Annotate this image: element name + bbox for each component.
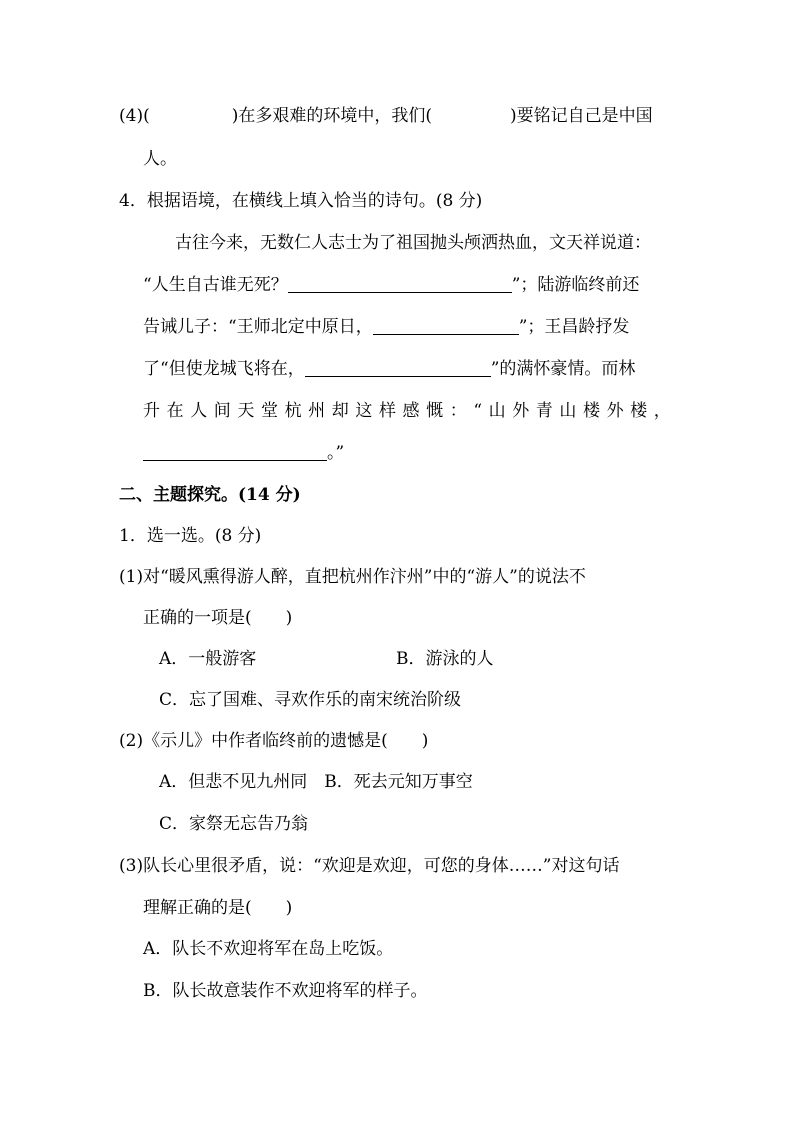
char: ：: [449, 401, 467, 421]
q4-line6-tail: 。”: [327, 443, 345, 463]
sub3-question-line1: (3)队长心里很矛盾，说：“欢迎是欢迎，可您的身体……”对这句话: [119, 856, 620, 876]
sub1-question-line2: 正确的一项是( ): [143, 608, 293, 628]
char: 这: [355, 401, 373, 421]
char: “: [473, 401, 483, 421]
sub3-option-a[interactable]: A．队长不欢迎将军在岛上吃饭。: [143, 939, 394, 959]
char: 样: [378, 401, 396, 421]
sub1-question-line1: (1)对“暖风熏得游人醉，直把杭州作汴州”中的“游人”的说法不: [119, 567, 586, 587]
q3-item4-line2: 人。: [143, 149, 177, 169]
sub3-option-b[interactable]: B．队长故意装作不欢迎将军的样子。: [143, 981, 428, 1001]
item4-prefix: (4)(: [119, 106, 150, 126]
section2-q1-heading: 1．选一选。(8 分): [119, 526, 262, 546]
char: 外: [512, 401, 530, 421]
char: 人: [190, 401, 208, 421]
q4-line4-text: 了“但使龙城飞将在，: [143, 359, 305, 379]
item4-suffix: )要铭记自己是中国: [509, 106, 653, 126]
sub2-option-c[interactable]: C．家祭无忘告乃翁: [159, 814, 309, 834]
char: 山: [488, 401, 506, 421]
sub1-option-a[interactable]: A．一般游客: [159, 649, 257, 669]
char: 楼: [630, 401, 648, 421]
q4-line2-text: “人生自古谁无死？: [143, 275, 288, 295]
fill-blank-2[interactable]: [373, 317, 519, 335]
char: 杭: [284, 401, 302, 421]
fill-blank-1[interactable]: [288, 275, 512, 293]
char: 在: [166, 401, 184, 421]
q4-line3-text: 告诫儿子：“王师北定中原日，: [143, 317, 373, 337]
char: 间: [213, 401, 231, 421]
char: 青: [535, 401, 553, 421]
q4-para-line5: [143, 400, 671, 422]
sub1-option-b[interactable]: B．游泳的人: [396, 649, 494, 669]
q4-para-line4: [143, 358, 635, 380]
char: 却: [331, 401, 349, 421]
q4-para-line2: [143, 274, 639, 296]
char: 感: [402, 401, 420, 421]
q4-para-line6: [143, 442, 344, 464]
q4-heading: 4．根据语境，在横线上填入恰当的诗句。(8 分): [119, 191, 483, 211]
q4-line3-tail: ”；王昌龄抒发: [518, 317, 630, 337]
char: 外: [606, 401, 624, 421]
sub2-question-line1: (2)《示儿》中作者临终前的遗憾是( ): [119, 731, 429, 751]
char: 堂: [260, 401, 278, 421]
sub2-options-ab[interactable]: A．但悲不见九州同 B．死去元知万事空: [159, 772, 473, 792]
q4-line2-tail: ”；陆游临终前还: [511, 275, 640, 295]
item4-middle: )在多艰难的环境中，我们(: [231, 106, 432, 126]
char: 升: [143, 401, 160, 421]
fill-blank-4[interactable]: [143, 443, 327, 461]
char: ，: [653, 401, 671, 421]
q3-item4-line1: [119, 105, 653, 127]
char: 州: [308, 401, 326, 421]
q4-para-line3: [143, 316, 629, 338]
q4-para-line1: 古往今来，无数仁人志士为了祖国抛头颅洒热血，文天祥说道：: [175, 233, 651, 253]
char: 天: [237, 401, 255, 421]
char: 山: [559, 401, 577, 421]
char: 慨: [426, 401, 444, 421]
q4-line4-tail: ”的满怀豪情。而林: [490, 359, 636, 379]
char: 楼: [582, 401, 600, 421]
sub1-option-c[interactable]: C．忘了国难、寻欢作乐的南宋统治阶级: [159, 690, 462, 710]
fill-blank-3[interactable]: [305, 359, 491, 377]
sub3-question-line2: 理解正确的是( ): [143, 898, 293, 918]
section2-heading: 二、主题探究。(14 分): [119, 485, 301, 505]
